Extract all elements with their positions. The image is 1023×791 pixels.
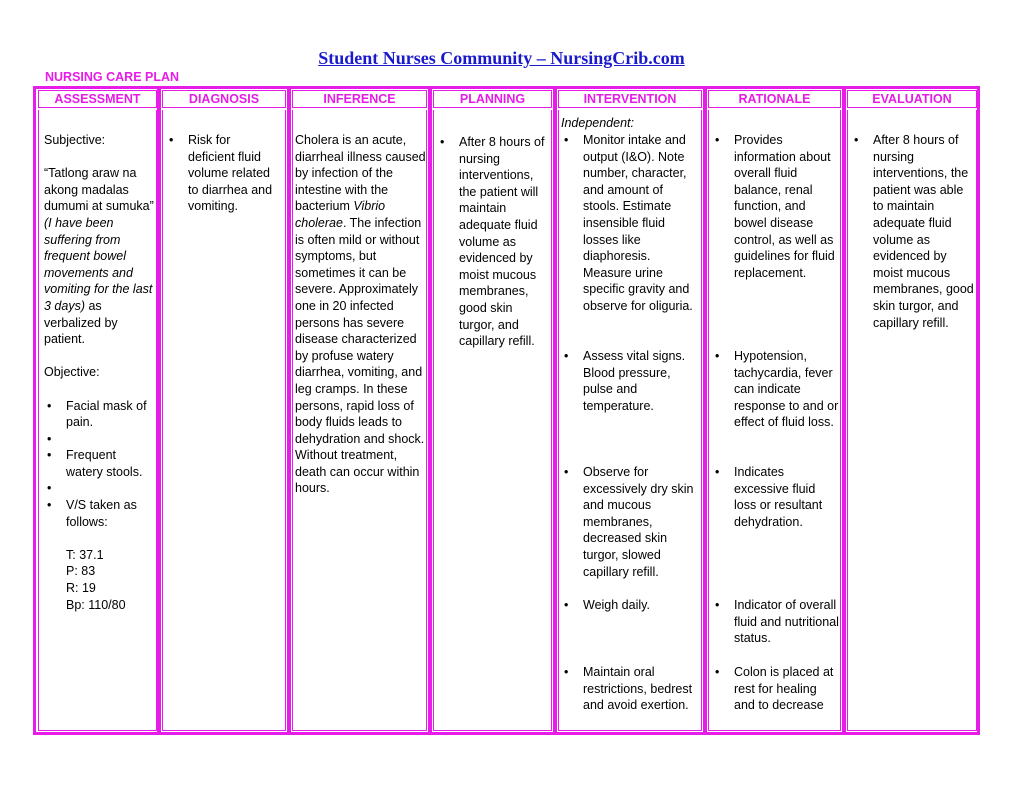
header-assessment: ASSESSMENT <box>38 90 157 108</box>
quote-translation: (I have been suffering from frequent bowel movements and vomiting for the last 3 days) <box>44 215 153 313</box>
intervention-cell <box>561 115 701 132</box>
table-bottom-rule <box>36 732 977 734</box>
vital-resp: R: 19 <box>66 581 96 596</box>
intervention-item: • Assess vital signs. Blood pressure, pulse and temperature. <box>561 348 701 414</box>
verbalized-note: as verbalized by patient. <box>44 298 118 347</box>
rationale-item: • Hypotension, tachycardia, fever can indicate response to and or effect of fluid loss. <box>712 348 840 431</box>
header-rationale: RATIONALE <box>708 90 841 108</box>
intervention-item: • Weigh daily. <box>561 597 701 614</box>
column-divider <box>703 89 707 733</box>
planning-text: • After 8 hours of nursing interventions, the patient will maintain adequate fluid volume as evidenced by moist mucous membranes, good skin turgor, and capillary refill. <box>437 134 550 350</box>
vital-signs <box>44 547 154 613</box>
diagnosis-cell <box>166 132 280 215</box>
list-item: • Frequent watery stools. <box>44 447 154 480</box>
column-divider <box>157 89 161 733</box>
patient-quote: “Tatlong araw na akong madalas dumumi at sumuka” <box>44 166 154 214</box>
intervention-item: • Monitor intake and output (I&O). Note number, character, and amount of stools. Estimate insensible fluid losses like diaphoresis. Measure urine specific gravity and observe for oliguria. <box>561 132 701 315</box>
objective-list <box>44 398 154 531</box>
diagnosis-text: • Risk for deficient fluid volume related to diarrhea and vomiting. <box>166 132 280 215</box>
column-divider <box>553 89 557 733</box>
subjective-label: Subjective: <box>44 133 106 147</box>
rationale-item: • Colon is placed at rest for healing and to decrease <box>712 664 840 714</box>
intervention-item: • Observe for excessively dry skin and mucous membranes, decreased skin turgor, slowed capillary refill. <box>561 464 701 580</box>
subjective-text <box>44 165 154 348</box>
intervention-item: • Maintain oral restrictions, bedrest and avoid exertion. <box>561 664 701 714</box>
assessment-cell <box>44 132 154 613</box>
objective-label: Objective: <box>44 365 100 380</box>
column-divider <box>428 89 432 733</box>
inference-cell <box>295 132 427 497</box>
rationale-item: • Indicates excessive fluid loss or resultant dehydration. <box>712 464 840 530</box>
header-diagnosis: DIAGNOSIS <box>162 90 286 108</box>
evaluation-text: • After 8 hours of nursing interventions, the patient was able to maintain adequate fluid volume as evidenced by moist mucous membranes, good skin turgor, and capillary refill. <box>851 132 977 331</box>
column-divider <box>842 89 846 733</box>
bacterium-name: Vibrio cholerae <box>295 199 386 230</box>
rationale-item: • Indicator of overall fluid and nutritional status. <box>712 597 840 647</box>
care-plan-label: NURSING CARE PLAN <box>45 70 180 84</box>
header-intervention: INTERVENTION <box>558 90 702 108</box>
vital-bp: Bp: 110/80 <box>66 597 126 612</box>
planning-cell <box>437 134 550 350</box>
column-divider <box>287 89 291 733</box>
vital-pulse: P: 83 <box>66 564 96 579</box>
list-item: • V/S taken as follows: <box>44 497 154 530</box>
header-planning: PLANNING <box>433 90 552 108</box>
evaluation-cell <box>851 132 977 331</box>
inference-text: Cholera is an acute, diarrheal illness caused by infection of the intestine with the bacterium Vibrio cholerae. The infection is often mild or without symptoms, but sometimes it can be severe. Approximately one in 20 infected persons has severe disease characterized by profuse watery diarrhea, vomiting, and leg cramps. In these persons, rapid loss of body fluids leads to dehydration and shock. Without treatment, death can occur within hours. <box>295 133 426 496</box>
rationale-item: • Provides information about overall fluid balance, renal function, and bowel disease control, as well as guidelines for fluid replacement. <box>712 132 840 281</box>
page-title[interactable]: Student Nurses Community – NursingCrib.com <box>318 48 685 68</box>
header-inference: INFERENCE <box>292 90 427 108</box>
list-item: • Facial mask of pain. <box>44 398 154 431</box>
header-evaluation: EVALUATION <box>847 90 977 108</box>
independent-label: Independent: <box>561 116 634 130</box>
vital-temp: T: 37.1 <box>66 547 104 562</box>
